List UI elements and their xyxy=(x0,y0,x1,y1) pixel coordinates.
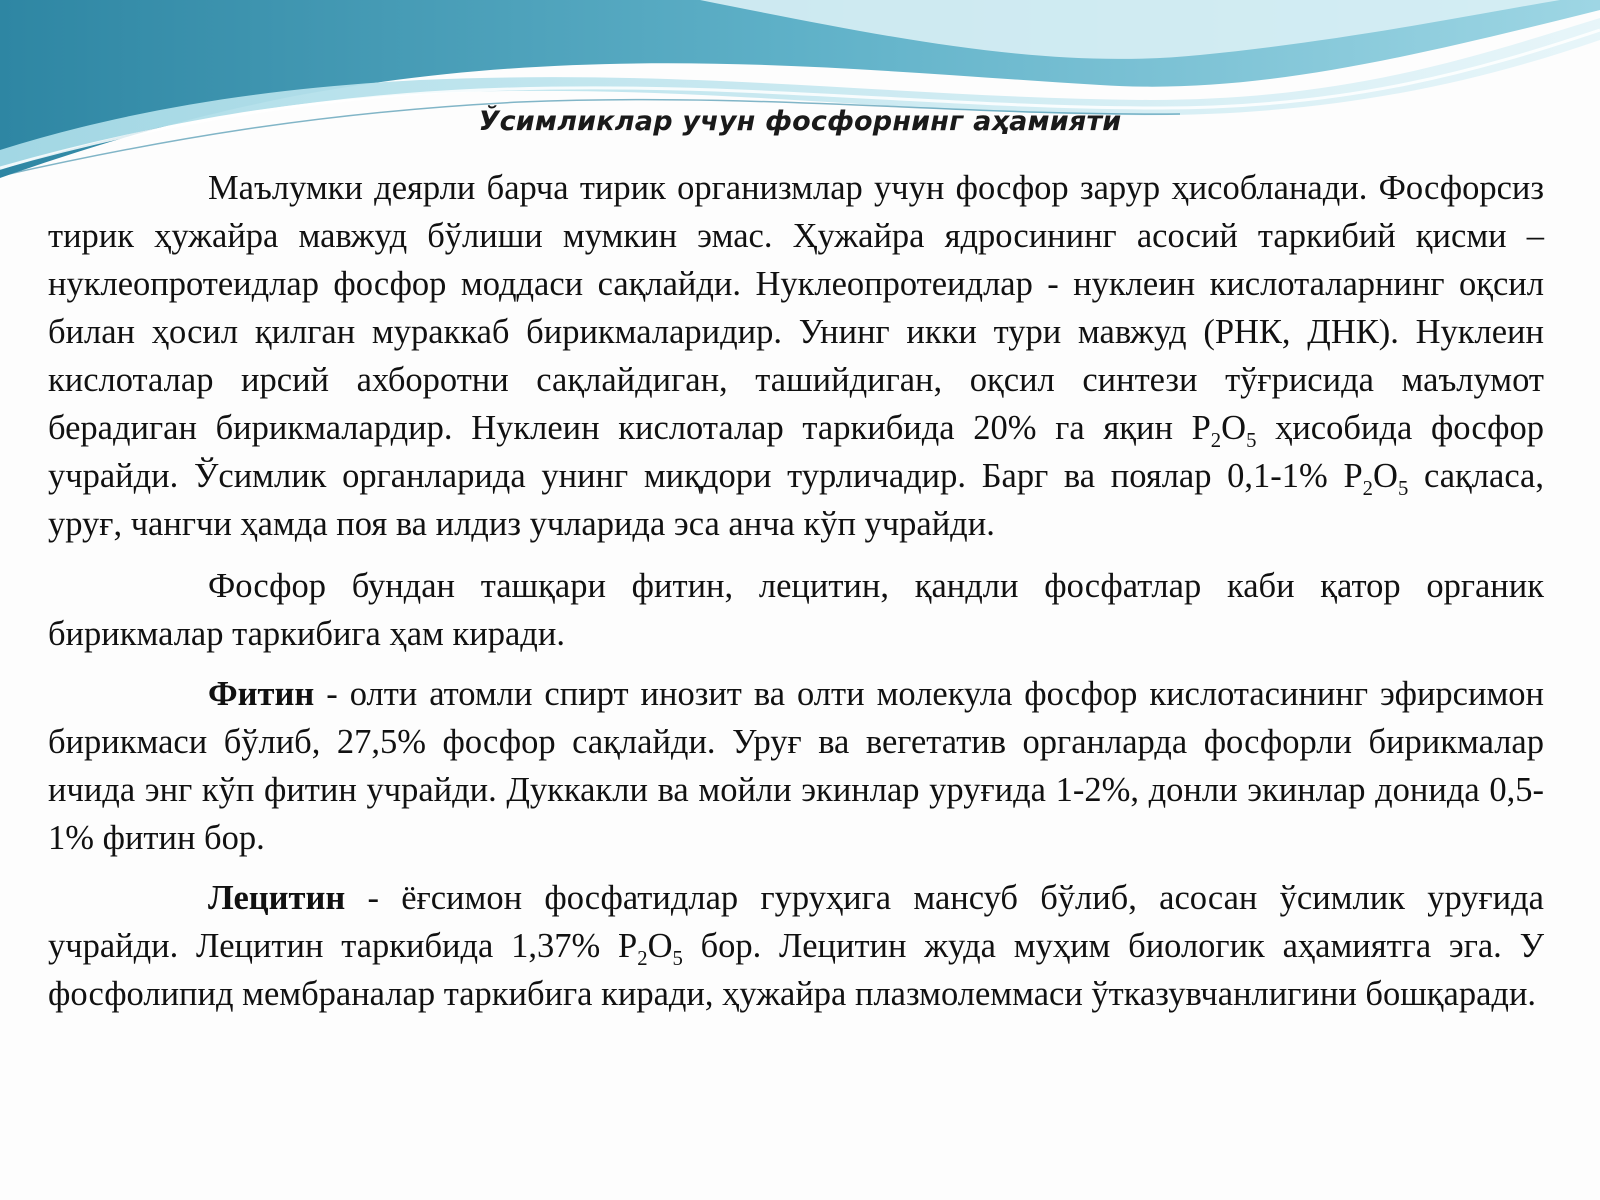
subscript: 5 xyxy=(1246,430,1257,452)
text-run: O xyxy=(1373,457,1398,495)
text-run: ҳисобида фосфор учрайди. Ўсимлик органларида унинг миқдори турличадир. Барг ва поялар 0,1-1% P xyxy=(48,409,1544,495)
term-fitin: Фитин xyxy=(208,675,315,713)
text-run: O xyxy=(1221,409,1247,447)
subscript: 5 xyxy=(672,948,683,970)
text-run: бор. Лецитин жуда муҳим биологик аҳамиятга эга. У фосфолипид мембраналар таркибига киради, ҳужайра плазмолеммаси ўтказувчанлигини бошқаради. xyxy=(48,927,1545,1013)
paragraph-intro xyxy=(48,164,1544,548)
term-lecithin: Лецитин xyxy=(208,879,346,917)
paragraph-fitin xyxy=(48,670,1544,862)
text-run: O xyxy=(647,927,673,965)
text-run: Маълумки деярли барча тирик организмлар учун фосфор зарур ҳисобланади. Фосфорсиз тирик ҳужайра мавжуд бўлиши мумкин эмас. Ҳужайра ядросининг асосий таркибий қисми – нуклеопротеидлар фосфор моддаси сақлайди. Нуклеопротеидлар - нуклеин кислоталарнинг оқсил билан ҳосил қилган мураккаб бирикмаларидир. Унинг икки тури мавжуд (РНК, ДНК). Нуклеин кислоталар ирсий ахборотни сақлайдиган, ташийдиган, оқсил синтези тўғрисида маълумот берадиган бирикмалардир. Нуклеин кислоталар таркибида 20% га яқин P xyxy=(48,169,1544,447)
subscript: 2 xyxy=(1362,478,1374,500)
subscript: 2 xyxy=(1210,430,1222,452)
body-text xyxy=(48,164,1544,1030)
text-run: сақласа, уруғ, чангчи ҳамда поя ва илдиз учларида эса анча кўп учрайди. xyxy=(48,457,1544,543)
text-run: - ёғсимон фосфатидлар гуруҳига мансуб бўлиб, асосан ўсимлик уруғида учрайди. Лецитин таркибида 1,37% P xyxy=(48,879,1544,965)
text-run: - олти атомли спирт инозит ва олти молекула фосфор кислотасининг эфирсимон бирикмаси бўлиб, 27,5% фосфор сақлайди. Уруғ ва вегетатив органларда фосфорли бирикмалар ичида энг кўп фитин учрайди. Дуккакли ва мойли экинлар уруғида 1-2%, донли экинлар донида 0,5-1% фитин бор. xyxy=(48,675,1544,857)
subscript: 2 xyxy=(637,948,648,970)
subscript: 5 xyxy=(1397,478,1409,500)
paragraph-compounds: Фосфор бундан ташқари фитин, лецитин, қандли фосфатлар каби қатор органик бирикмалар таркибига ҳам киради. xyxy=(48,567,1544,653)
paragraph-lecithin xyxy=(48,874,1544,1018)
page-title: Ўсимликлар учун фосфорнинг аҳамияти xyxy=(478,106,1122,137)
